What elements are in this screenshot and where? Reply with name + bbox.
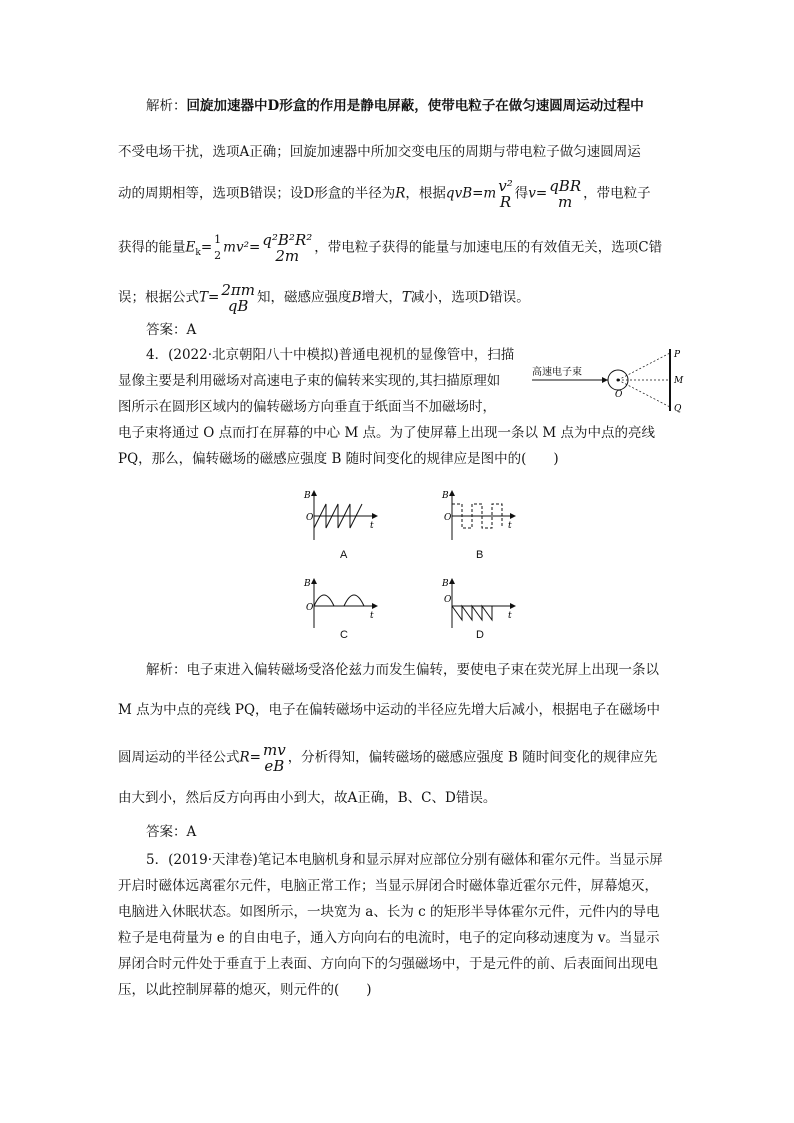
origin-label: O	[444, 513, 452, 523]
fraction-2pim-over-qb: 2πm qB	[221, 281, 255, 315]
graph-a	[300, 488, 380, 543]
graph-d	[438, 576, 518, 631]
graph-b	[438, 488, 518, 543]
origin-label: O	[444, 595, 452, 605]
y-axis-arrow-icon	[311, 490, 317, 496]
origin-label: O	[306, 513, 314, 523]
y-axis-arrow-icon	[449, 490, 455, 496]
fraction-qbr-over-m: qBR m	[549, 177, 582, 211]
answer-3: 答案：A	[146, 322, 197, 338]
solution-3-line-4: 获得的能量$E_k=$ 1 2 mv²= q²B²R² 2m ，带电粒子获得的能量与加速电压的有效值无关，选项C错	[118, 231, 663, 265]
label-p: P	[674, 350, 681, 360]
fraction-v2-over-r: v² R	[498, 177, 513, 211]
solution-4-line-4: 由大到小，然后反方向再由小到大，故A正确，B、C、D错误。	[118, 790, 497, 806]
axis-label-b: B	[304, 579, 311, 589]
fraction-one-half: 1 2	[214, 233, 222, 262]
question-4-line-5: PQ，那么，偏转磁场的磁感应强度 B 随时间变化的规律应是图中的( )	[118, 451, 559, 467]
solution-4-line-1: 解析：电子束进入偏转磁场受洛伦兹力而发生偏转，要使电子束在荧光屏上出现一条以	[146, 662, 659, 678]
y-axis-arrow-icon	[449, 578, 455, 584]
axis-label-b: B	[442, 491, 449, 501]
caption-b: B	[476, 549, 484, 561]
deflection-line-upper	[618, 353, 670, 380]
axis-label-b: B	[442, 579, 449, 589]
question-5-line-6: 压，以此控制屏幕的熄灭，则元件的( )	[118, 982, 372, 998]
solution-label: 解析：	[146, 98, 187, 114]
axis-label-t: t	[508, 611, 512, 621]
axis-label-t: t	[370, 611, 374, 621]
answer-4: 答案：A	[146, 824, 197, 840]
deflection-line-lower	[618, 380, 670, 407]
x-axis-arrow-icon	[372, 513, 378, 519]
caption-d: D	[476, 629, 484, 641]
solution-3-line-1: 解析：回旋加速器中D形盒的作用是静电屏蔽，使带电粒子在做匀速圆周运动过程中	[146, 98, 644, 114]
graph-c	[300, 576, 380, 631]
fraction-mv-over-eb: mv eB	[262, 741, 286, 775]
question-4-line-3: 图所示在圆形区域内的偏转磁场方向垂直于纸面当不加磁场时，	[118, 399, 496, 415]
question-5-line-3: 电脑进入休眠状态。如图所示，一块宽为 a、长为 c 的矩形半导体霍尔元件，元件内的导电	[118, 904, 660, 920]
solution-3-line-3: 动的周期相等，选项B错误；设D形盒的半径为R，根据qvB=m v² R 得v= qBR m ，带电粒子	[118, 177, 651, 211]
x-axis-arrow-icon	[372, 603, 378, 609]
solution-4-line-2: M 点为中点的亮线 PQ，电子在偏转磁场中运动的半径应先增大后减小，根据电子在磁场中	[118, 702, 661, 718]
question-4-line-1: 4．(2022·北京朝阳八十中模拟)普通电视机的显像管中，扫描	[146, 347, 515, 363]
beam-label: 高速电子束	[532, 367, 582, 378]
question-5-line-5: 屏闭合时元件处于垂直于上表面、方向向下的匀强磁场中，于是元件的前、后表面间出现电	[118, 956, 658, 972]
x-axis-arrow-icon	[510, 603, 516, 609]
question-5-line-1: 5．(2019·天津卷)笔记本电脑机身和显示屏对应部位分别有磁体和霍尔元件。当显示屏	[146, 852, 663, 868]
solution-4-line-3: 圆周运动的半径公式R= mv eB ，分析得知，偏转磁场的磁感应强度 B 随时间变化的规律应先	[118, 741, 658, 775]
origin-label: O	[306, 603, 314, 613]
negative-sawtooth-curve	[452, 606, 492, 620]
question-4-line-4: 电子束将通过 O 点而打在屏幕的中心 M 点。为了使屏幕上出现一条以 M 点为中点的亮线	[118, 425, 655, 441]
beam-arrow-icon	[602, 377, 608, 383]
question-5-line-4: 粒子是电荷量为 e 的自由电子，通入方向向右的电流时，电子的定向移动速度为 v。当显示	[118, 930, 660, 946]
question-4-line-2: 显像主要是利用磁场对高速电子束的偏转来实现的,其扫描原理如	[118, 373, 501, 389]
caption-c: C	[340, 629, 348, 641]
x-axis-arrow-icon	[510, 513, 516, 519]
crt-deflection-figure	[530, 345, 690, 423]
half-sine-curve	[314, 595, 364, 606]
label-m: M	[674, 376, 684, 386]
fraction-q2b2r2-over-2m: q²B²R² 2m	[262, 231, 313, 265]
label-q: Q	[674, 404, 682, 414]
solution-3-line-5: 误；根据公式T= 2πm qB 知，磁感应强度B增大，T减小，选项D错误。	[118, 281, 530, 315]
question-5-line-2: 开启时磁体远离霍尔元件，电脑正常工作；当显示屏闭合时磁体靠近霍尔元件，屏幕熄灭，	[118, 878, 658, 894]
axis-label-t: t	[508, 521, 512, 531]
axis-label-t: t	[370, 521, 374, 531]
y-axis-arrow-icon	[311, 578, 317, 584]
label-o: O	[615, 390, 623, 400]
solution-3-line-2: 不受电场干扰，选项A正确；回旋加速器中所加交变电压的周期与带电粒子做匀速圆周运	[118, 144, 641, 160]
caption-a: A	[340, 549, 348, 561]
axis-label-b: B	[304, 491, 311, 501]
